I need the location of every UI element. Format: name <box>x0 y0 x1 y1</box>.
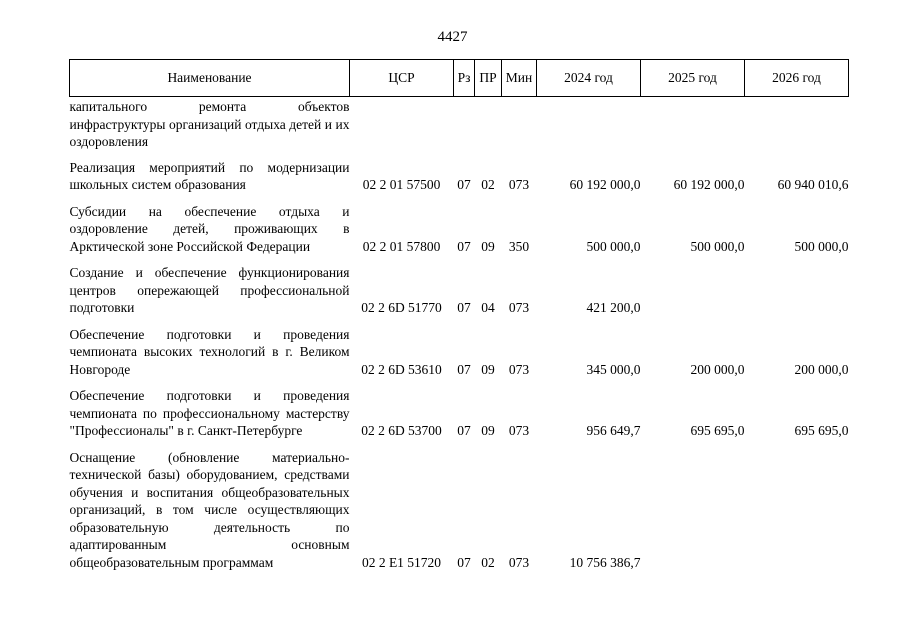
table-row <box>70 199 849 261</box>
table-row <box>70 260 849 322</box>
row-rz: 07 <box>457 361 471 377</box>
row-2025: 695 695,0 <box>690 423 745 438</box>
row-rz: 07 <box>457 554 471 570</box>
row-2024: 421 200,0 <box>586 300 641 315</box>
row-name: Создание и обеспечение функционирования центров опережающей профессиональной подготовки <box>69 265 350 315</box>
row-csr: 02 2 6D 53700 <box>361 423 442 438</box>
row-name: Оснащение (обновление материально-технической базы) оборудованием, средствами обучения и воспитания общеобразовательных организаций, в том числе осуществляющих образовательную деятельность по адаптированным основным общеобразовательным программам <box>69 449 350 570</box>
row-csr: 02 2 E1 51720 <box>361 554 442 570</box>
row-min: 073 <box>508 177 530 192</box>
row-rz: 07 <box>457 177 471 192</box>
row-name: Реализация мероприятий по модернизации школьных систем образования <box>69 159 350 192</box>
row-2026: 200 000,0 <box>794 361 849 377</box>
row-min: 073 <box>508 554 530 570</box>
row-2024: 500 000,0 <box>586 238 641 254</box>
row-2026 <box>745 445 849 577</box>
header-2026: 2026 год <box>745 60 849 97</box>
row-2024: 956 649,7 <box>586 423 641 438</box>
page-number: 4427 <box>437 29 468 45</box>
row-pr: 09 <box>481 423 495 438</box>
row-pr: 09 <box>481 238 495 254</box>
row-2025: 500 000,0 <box>690 238 745 254</box>
row-csr: 02 2 01 57800 <box>362 238 441 254</box>
row-min <box>502 97 537 155</box>
header-pr: ПР <box>475 60 502 97</box>
row-pr: 02 <box>481 177 495 192</box>
table-row <box>70 322 849 384</box>
header-2025: 2025 год <box>641 60 745 97</box>
row-min: 073 <box>508 423 530 438</box>
row-2026: 500 000,0 <box>794 238 849 254</box>
table-row <box>70 383 849 445</box>
row-2024: 60 192 000,0 <box>569 177 641 192</box>
row-pr: 04 <box>481 300 495 315</box>
row-2025 <box>641 97 745 155</box>
row-2026: 695 695,0 <box>794 423 849 438</box>
row-2024: 345 000,0 <box>586 361 641 377</box>
row-min: 350 <box>508 238 530 254</box>
row-pr <box>475 97 502 155</box>
table-row <box>70 445 849 577</box>
row-2026 <box>745 260 849 322</box>
row-csr: 02 2 6D 51770 <box>361 300 442 315</box>
row-2026: 60 940 010,6 <box>777 177 849 192</box>
row-rz: 07 <box>457 238 471 254</box>
row-min: 073 <box>508 300 530 315</box>
row-pr: 02 <box>481 554 495 570</box>
row-2025 <box>641 260 745 322</box>
header-row <box>70 60 849 97</box>
row-min: 073 <box>508 361 530 377</box>
table-row <box>70 97 849 155</box>
row-csr: 02 2 6D 53610 <box>361 361 442 377</box>
header-csr: ЦСР <box>350 60 454 97</box>
header-rz: Рз <box>454 60 475 97</box>
budget-table <box>69 59 849 576</box>
table-row <box>70 155 849 199</box>
row-2025: 60 192 000,0 <box>673 177 745 192</box>
row-2025 <box>641 445 745 577</box>
header-min: Мин <box>502 60 537 97</box>
row-csr <box>350 97 454 155</box>
row-rz: 07 <box>457 423 471 438</box>
row-name: Обеспечение подготовки и проведения чемпионата высоких технологий в г. Великом Новгороде <box>69 326 350 377</box>
header-2024: 2024 год <box>537 60 641 97</box>
row-2024 <box>537 97 641 155</box>
row-2026 <box>745 97 849 155</box>
row-2025: 200 000,0 <box>690 361 745 377</box>
row-csr: 02 2 01 57500 <box>362 177 441 192</box>
row-2024: 10 756 386,7 <box>569 554 641 570</box>
row-name: Субсидии на обеспечение отдыха и оздоровление детей, проживающих в Арктической зоне Российской Федерации <box>69 203 350 254</box>
row-rz <box>454 97 475 155</box>
row-name: Обеспечение подготовки и проведения чемпионата по профессиональному мастерству "Профессионалы" в г. Санкт-Петербурге <box>69 388 350 438</box>
row-name: капитального ремонта объектов инфраструктуры организаций отдыха детей и их оздоровления <box>69 99 350 149</box>
header-name: Наименование <box>70 60 350 97</box>
row-pr: 09 <box>481 361 495 377</box>
row-rz: 07 <box>457 300 471 315</box>
